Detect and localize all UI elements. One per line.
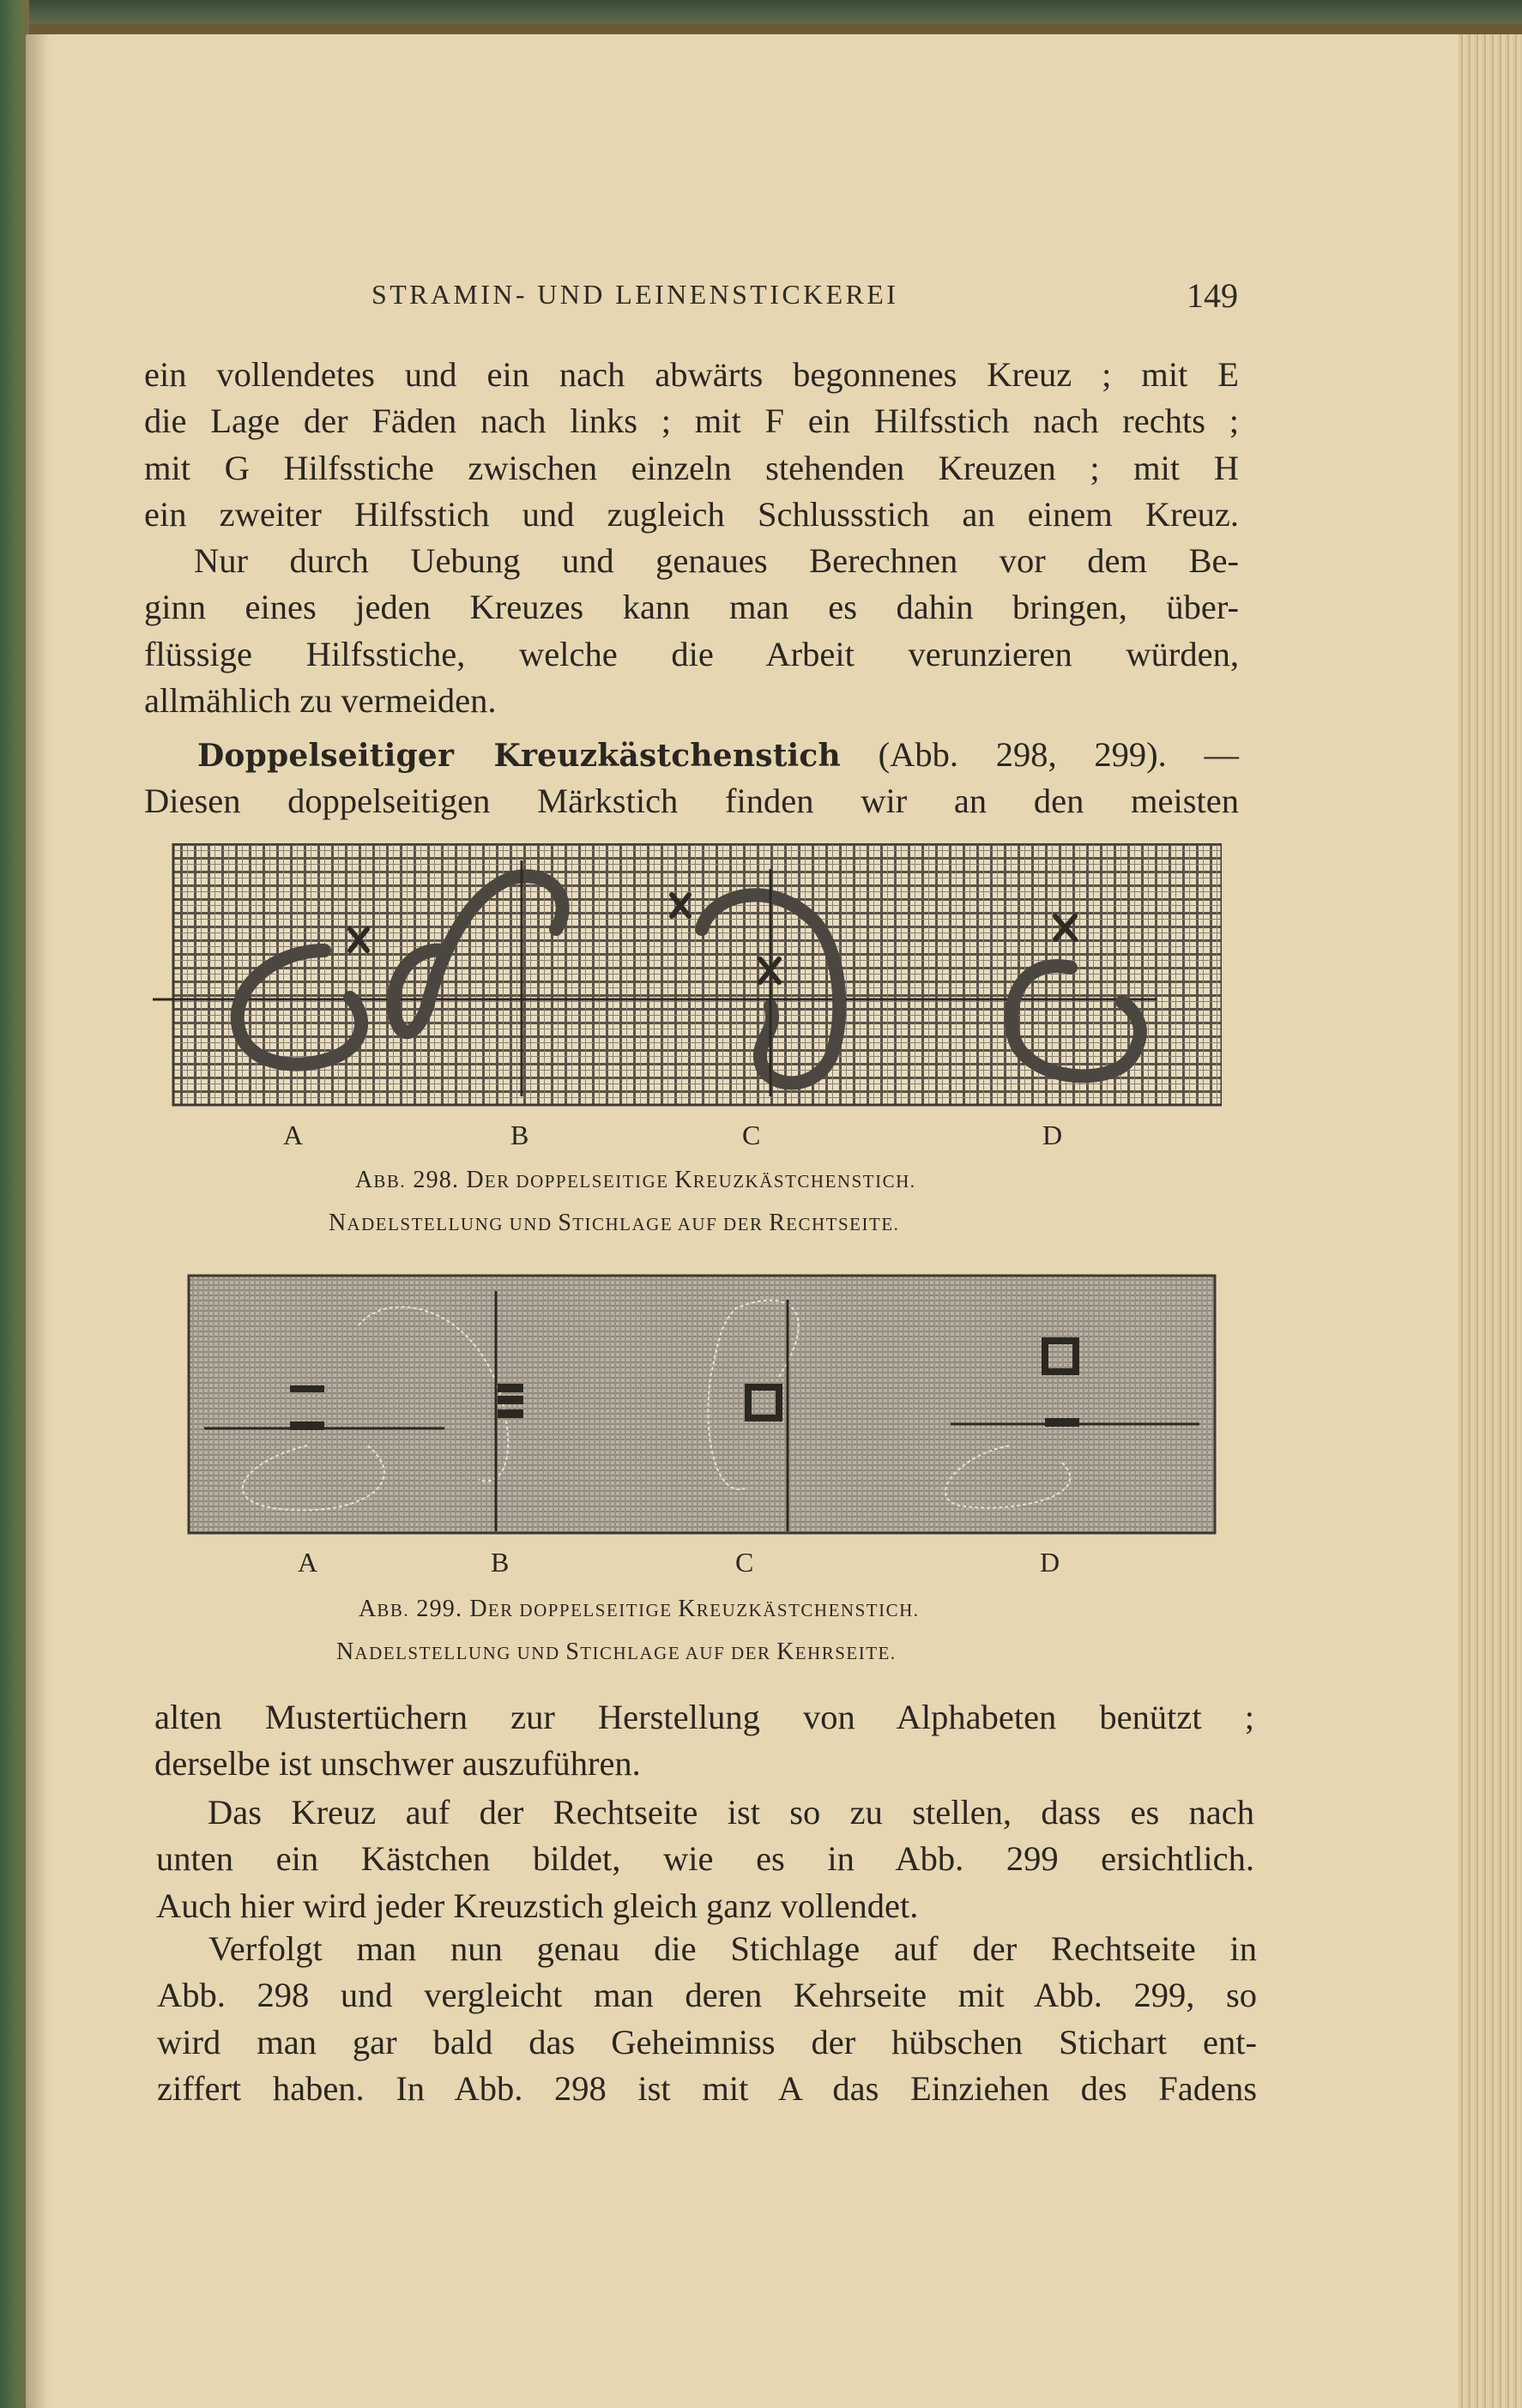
- label-a: A: [298, 1547, 318, 1578]
- text-line: ginn eines jeden Kreuzes kann man es dahin bringen, über-: [144, 588, 1239, 627]
- figure-298-caption-line1: ABB. 298. DER DOPPELSEITIGE KREUZKÄSTCHENSTICH.: [355, 1167, 916, 1193]
- figure-298-caption-line2: NADELSTELLUNG UND STICHLAGE AUF DER RECHTSEITE.: [329, 1210, 900, 1236]
- paragraph-4: [154, 1694, 1254, 1788]
- block-b-top: [498, 1384, 523, 1392]
- running-head: [371, 275, 1238, 318]
- label-d: D: [1040, 1547, 1060, 1578]
- block-a: [290, 1421, 324, 1430]
- paragraph-3: [144, 732, 1239, 825]
- text-line: allmählich zu vermeiden.: [144, 680, 497, 720]
- text-line: Verfolgt man nun genau die Stichlage auf der Rechtseite in: [208, 1929, 1257, 1968]
- figure-299-illustration: [187, 1274, 1217, 1536]
- text-line: derselbe ist unschwer auszuführen.: [154, 1744, 641, 1783]
- text-line: Nur durch Uebung und genaues Berechnen vor dem Be-: [194, 541, 1239, 580]
- label-b: B: [491, 1547, 510, 1578]
- section-heading: Doppelseitiger Kreuzkästchenstich: [197, 738, 841, 774]
- label-b: B: [510, 1120, 529, 1150]
- text-line: alten Mustertüchern zur Herstellung von Alphabeten benützt ;: [154, 1698, 1254, 1736]
- block-b-bot: [498, 1409, 523, 1418]
- text-line: die Lage der Fäden nach links ; mit F ein Hilfsstich nach rechts ;: [144, 401, 1239, 441]
- label-c: C: [742, 1120, 761, 1150]
- figure-299-labels: [298, 1547, 1104, 1581]
- running-head-title: STRAMIN- UND LEINENSTICKEREI: [371, 279, 899, 310]
- block-d: [1045, 1418, 1079, 1427]
- text-line: ein zweiter Hilfsstich und zugleich Schlussstich an einem Kreuz.: [144, 494, 1239, 534]
- text-line: wird man gar bald das Geheimniss der hübschen Stichart ent-: [157, 2022, 1257, 2061]
- text-line: [144, 732, 1239, 778]
- paragraph-2: [144, 538, 1239, 724]
- text-line: flüssige Hilfsstiche, welche die Arbeit verunzieren würden,: [144, 634, 1239, 673]
- label-c: C: [735, 1547, 754, 1578]
- text-line: Abb. 298 und vergleicht man deren Kehrseite mit Abb. 299, so: [157, 1976, 1257, 2015]
- cover-top-edge: [0, 0, 1522, 24]
- canvas-grid: [189, 1276, 1215, 1533]
- text-line: Diesen doppelseitigen Märkstich finden wir an den meisten: [144, 782, 1239, 821]
- figure-299-caption-line2: NADELSTELLUNG UND STICHLAGE AUF DER KEHRSEITE.: [336, 1639, 897, 1665]
- text-line: Auch hier wird jeder Kreuzstich gleich ganz vollendet.: [156, 1886, 919, 1925]
- page-number: 149: [1187, 276, 1238, 315]
- text-line: ziffert haben. In Abb. 298 ist mit A das Einziehen des Fadens: [157, 2068, 1257, 2108]
- paragraph-1: [144, 352, 1239, 538]
- text-line: ein vollendetes und ein nach abwärts begonnenes Kreuz ; mit E: [144, 355, 1239, 394]
- heading-reference: (Abb. 298, 299). —: [840, 735, 1239, 774]
- figure-298-labels: [283, 1120, 1107, 1154]
- text-line: mit G Hilfsstiche zwischen einzeln stehenden Kreuzen ; mit H: [144, 448, 1239, 487]
- gutter-shadow: [26, 34, 50, 2408]
- label-a: A: [283, 1120, 304, 1150]
- spine-strip: [0, 0, 29, 2408]
- block-a-top: [290, 1385, 324, 1392]
- text-line: unten ein Kästchen bildet, wie es in Abb. 299 ersichtlich.: [156, 1839, 1254, 1879]
- text-line: Das Kreuz auf der Rechtseite ist so zu stellen, dass es nach: [208, 1793, 1254, 1832]
- paragraph-5: [156, 1789, 1254, 1929]
- page-edges: [1459, 34, 1522, 2408]
- figure-299-caption-line1: ABB. 299. DER DOPPELSEITIGE KREUZKÄSTCHENSTICH.: [359, 1596, 920, 1622]
- block-b-mid: [498, 1396, 523, 1404]
- paragraph-6: [157, 1926, 1257, 2112]
- label-d: D: [1042, 1120, 1063, 1150]
- figure-298-illustration: [153, 843, 1222, 1113]
